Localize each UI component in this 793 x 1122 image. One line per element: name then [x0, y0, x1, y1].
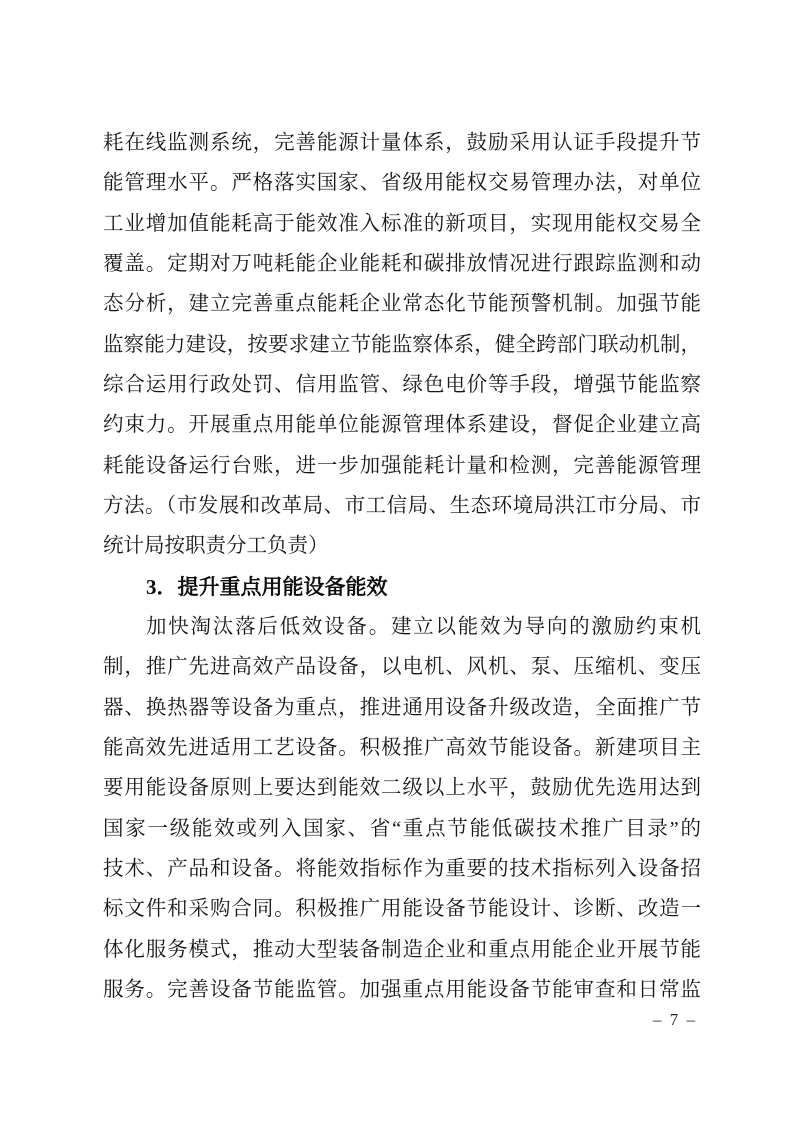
text-line: 综合运用行政处罚、信用监管、绿色电价等手段，增强节能监察: [103, 373, 701, 396]
text-line: 统计局按职责分工负责）: [103, 535, 329, 558]
text-line: 能高效先进适用工艺设备。积极推广高效节能设备。新建项目主: [103, 736, 701, 759]
text-line: 要用能设备原则上要达到能效二级以上水平，鼓励优先选用达到: [103, 777, 701, 800]
text-line: 服务。完善设备节能监管。加强重点用能设备节能审查和日常监: [103, 978, 701, 1001]
text-line: 制，推广先进高效产品设备，以电机、风机、泵、压缩机、变压: [103, 656, 701, 679]
text-line: 器、换热器等设备为重点，推进通用设备升级改造，全面推广节: [103, 696, 701, 719]
text-line: 标文件和采购合同。积极推广用能设备节能设计、诊断、改造一: [103, 898, 701, 921]
text-line: 工业增加值能耗高于能效准入标准的新项目，实现用能权交易全: [103, 212, 701, 235]
text-line: 覆盖。定期对万吨耗能企业能耗和碳排放情况进行跟踪监测和动: [103, 252, 701, 275]
text-line: 国家一级能效或列入国家、省“重点节能低碳技术推广目录”的: [103, 817, 701, 840]
text-line: 监察能力建设，按要求建立节能监察体系，健全跨部门联动机制，: [103, 333, 701, 356]
text-line: 耗在线监测系统，完善能源计量体系，鼓励采用认证手段提升节: [103, 132, 701, 154]
text-line: 技术、产品和设备。将能效指标作为重要的技术指标列入设备招: [103, 857, 701, 880]
text-line: 约束力。开展重点用能单位能源管理体系建设，督促企业建立高: [103, 414, 701, 437]
page-body-text: [103, 123, 701, 1010]
text-line: 加快淘汰落后低效设备。建立以能效为导向的激励约束机: [146, 615, 701, 638]
section-heading: 3．提升重点用能设备能效: [146, 574, 388, 599]
text-line: 体化服务模式，推动大型装备制造企业和重点用能企业开展节能: [103, 938, 701, 961]
text-line: 能管理水平。严格落实国家、省级用能权交易管理办法，对单位: [103, 172, 701, 195]
text-line: 耗能设备运行台账，进一步加强能耗计量和检测，完善能源管理: [103, 454, 701, 477]
text-line: 态分析，建立完善重点能耗企业常态化节能预警机制。加强节能: [103, 293, 701, 316]
page-number: – 7 –: [653, 1010, 697, 1029]
text-line: 方法。（市发展和改革局、市工信局、生态环境局洪江市分局、市: [103, 494, 701, 517]
